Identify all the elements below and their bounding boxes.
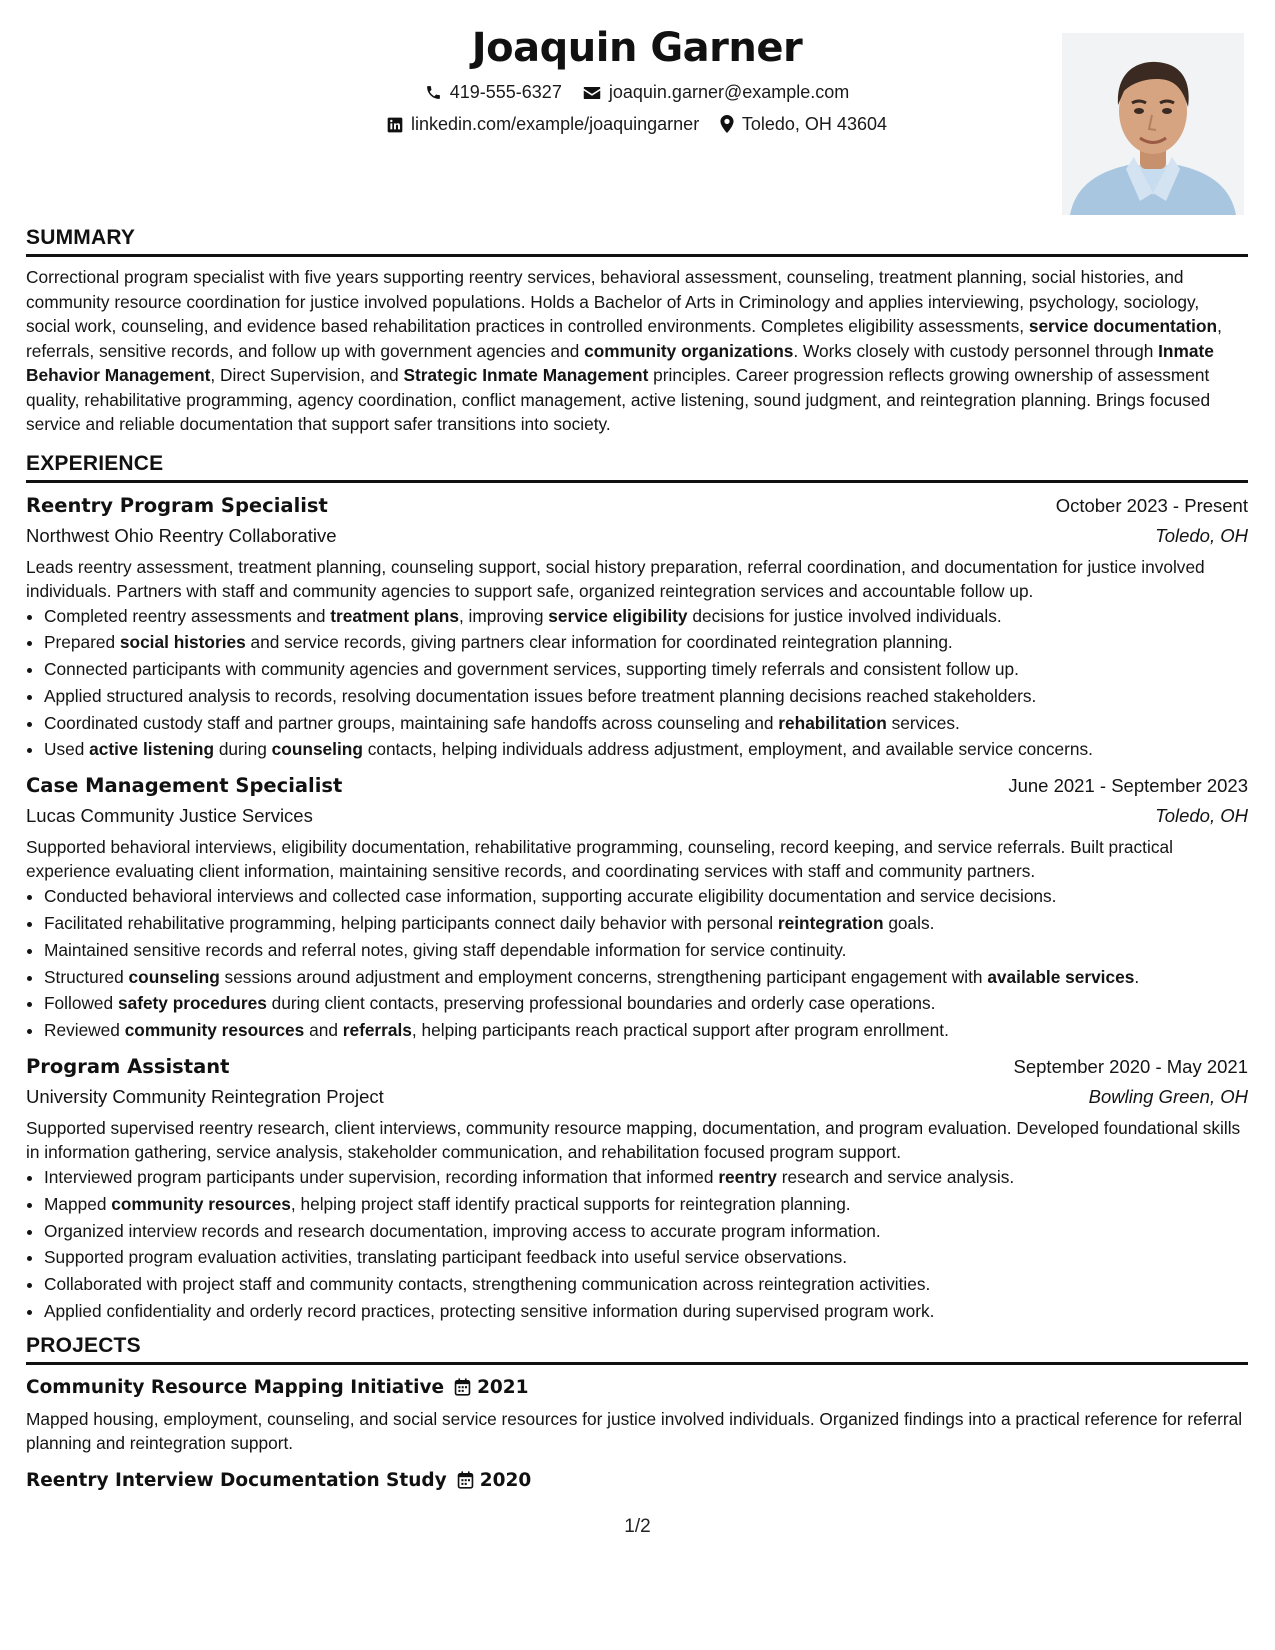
calendar-icon: [457, 1471, 474, 1489]
project-title: Community Resource Mapping Initiative: [26, 1376, 445, 1398]
summary-text-part: . Works closely with custody personnel through: [793, 340, 1159, 361]
bullet-keyword: reintegration: [777, 913, 884, 934]
bullet-text: and service records, giving partners clear information for coordinated reintegration planning.: [245, 632, 953, 653]
linkedin-contact[interactable]: [387, 112, 699, 136]
bullet-keyword: community resources: [111, 1193, 291, 1214]
project-date-icon: [444, 1377, 477, 1398]
job-title-row: [26, 771, 1248, 801]
bullet-text: Completed reentry assessments and: [44, 605, 331, 626]
bullet-text: Supported program evaluation activities, translating participant feedback into useful service observations.: [44, 1247, 848, 1268]
bullet-text: Structured: [44, 966, 129, 987]
bullet-text: Conducted behavioral interviews and collected case information, supporting accurate eligibility documentation and service decisions.: [44, 886, 1057, 907]
summary-text-part: Correctional program specialist with five years supporting reentry services, behavioral assessment, counseling, treatment planning, social histories, and community resource coordination for justice involved populations. Holds a Bachelor of Arts in Criminology and applies interviewing, psychology, sociology, social work, counseling, and evidence based rehabilitation practices in controlled environments. Completes eligibility assessments,: [26, 267, 1200, 336]
job-bullet: [44, 656, 1248, 683]
bullet-text: decisions for justice involved individuals.: [687, 605, 1002, 626]
bullet-keyword: rehabilitation: [778, 712, 887, 733]
bullet-text: during: [214, 739, 272, 760]
job-dates: June 2021 - September 2023: [1008, 775, 1248, 797]
bullet-text: Collaborated with project staff and community contacts, strengthening communication across reintegration activities.: [44, 1274, 931, 1295]
job-location: Toledo, OH: [1155, 524, 1248, 546]
bullet-text: goals.: [883, 913, 935, 934]
experience-heading: EXPERIENCE: [26, 451, 1248, 483]
job-company-row: [26, 521, 1248, 551]
job-company: Lucas Community Justice Services: [26, 805, 313, 827]
job-bullet: [44, 603, 1248, 630]
bullet-keyword: counseling: [271, 739, 363, 760]
job-bullet-list: [26, 603, 1248, 764]
project-description: Mapped housing, employment, counseling, and social service resources for justice involved individuals. Organized findings into a practical reference for referral planning and reintegration support.: [26, 1408, 1243, 1454]
projects-section: [26, 1333, 1248, 1496]
location-text: Toledo, OH 43604: [741, 114, 887, 134]
job-location: Toledo, OH: [1155, 805, 1248, 827]
job-bullet: [44, 683, 1248, 710]
bullet-text: services.: [886, 712, 960, 733]
project-date-icon: [447, 1470, 480, 1491]
job-bullet: [44, 1298, 1248, 1325]
bullet-text: , improving: [458, 605, 549, 626]
summary-keyword: Strategic Inmate Management: [403, 365, 649, 385]
linkedin-url[interactable]: linkedin.com/example/joaquingarner: [411, 114, 700, 134]
project-entry: [26, 1466, 1248, 1496]
summary-keyword: Inmate Behavior Management: [26, 340, 1214, 385]
bullet-text: Used: [44, 739, 90, 760]
envelope-icon: [583, 85, 601, 101]
phone-contact: [425, 80, 562, 104]
project-entry: [26, 1373, 1248, 1456]
profile-portrait-icon: [1062, 33, 1244, 215]
summary-keyword: service documentation: [1028, 316, 1218, 336]
linkedin-icon: [387, 117, 403, 133]
bullet-text: Mapped: [44, 1193, 112, 1214]
bullet-keyword: safety procedures: [117, 993, 267, 1014]
job-title: Program Assistant: [26, 1055, 230, 1079]
job-entry: [26, 491, 1248, 764]
job-company-row: [26, 1082, 1248, 1112]
experience-section: [26, 451, 1248, 1325]
job-description: Supported supervised reentry research, client interviews, community resource mapping, documentation, and program evaluation. Developed foundational skills in information gathering, service analysis, stakeholder communication, and rehabilitation focused program support.: [26, 1118, 1241, 1163]
job-bullet: [44, 910, 1248, 937]
job-entry: [26, 1052, 1248, 1325]
bullet-text: Prepared: [44, 632, 120, 653]
job-bullet: [44, 990, 1248, 1017]
email-address[interactable]: joaquin.garner@example.com: [608, 82, 850, 102]
job-dates: September 2020 - May 2021: [1013, 1056, 1248, 1078]
bullet-text: , helping project staff identify practical supports for reintegration planning.: [290, 1193, 851, 1214]
bullet-keyword: service eligibility: [548, 605, 688, 626]
bullet-keyword: reentry: [718, 1167, 777, 1188]
bullet-keyword: active listening: [89, 739, 215, 760]
summary-section: [26, 225, 1248, 437]
bullet-keyword: referrals: [342, 1020, 412, 1041]
bullet-text: contacts, helping individuals address adjustment, employment, and available service concerns.: [362, 739, 1093, 760]
job-bullet-list: [26, 1164, 1248, 1325]
bullet-text: , helping participants reach practical support after program enrollment.: [411, 1020, 949, 1041]
job-description: Leads reentry assessment, treatment planning, counseling support, social history preparation, referral coordination, and documentation for justice involved individuals. Partners with staff and community agencies to support safe, organized reintegration services and accountable follow up.: [26, 556, 1205, 601]
job-company-row: [26, 801, 1248, 831]
job-bullet: [44, 1244, 1248, 1271]
job-list: [26, 491, 1248, 1325]
summary-text-part: , referrals, sensitive records, and follow up with government agencies and: [26, 316, 1222, 361]
summary-text-part: , Direct Supervision, and: [210, 365, 404, 385]
resume-header: [26, 0, 1248, 225]
bullet-text: Connected participants with community agencies and government services, supporting timely referrals and consistent follow up.: [44, 659, 1019, 680]
summary-heading: SUMMARY: [26, 225, 1248, 257]
bullet-text: during client contacts, preserving professional boundaries and orderly case operations.: [266, 993, 936, 1014]
email-contact[interactable]: [583, 80, 849, 104]
project-list: [26, 1373, 1248, 1496]
phone-number: 419-555-6327: [449, 82, 562, 102]
bullet-text: .: [1134, 966, 1140, 987]
job-bullet: [44, 629, 1248, 656]
bullet-keyword: community resources: [124, 1020, 305, 1041]
bullet-keyword: counseling: [128, 966, 220, 987]
bullet-text: Reviewed: [44, 1020, 125, 1041]
summary-text-part: principles. Career progression reflects growing ownership of assessment quality, rehabilitative programming, agency coordination, conflict management, active listening, sound judgment, and reintegration planning. Brings focused service and reliable documentation that support safer transitions into society.: [26, 365, 1211, 434]
bullet-text: Applied structured analysis to records, resolving documentation issues before treatment planning decisions reached stakeholders.: [44, 685, 1037, 706]
bullet-text: and: [304, 1020, 343, 1041]
bullet-text: Followed: [44, 993, 118, 1014]
job-description: Supported behavioral interviews, eligibility documentation, rehabilitative programming, counseling, record keeping, and service referrals. Built practical experience evaluating client information, maintaining sensitive records, and coordinating services with staff and community partners.: [26, 837, 1173, 882]
job-location: Bowling Green, OH: [1088, 1086, 1248, 1108]
job-bullet-list: [26, 883, 1248, 1044]
profile-photo: [1062, 33, 1244, 215]
project-year: 2020: [479, 1469, 532, 1491]
bullet-text: sessions around adjustment and employment concerns, strengthening participant engagement with: [219, 966, 988, 987]
job-bullet: [44, 710, 1248, 737]
project-title-row: [26, 1466, 1248, 1496]
job-title: Case Management Specialist: [26, 774, 343, 798]
phone-icon: [425, 84, 442, 101]
bullet-text: research and service analysis.: [776, 1167, 1015, 1188]
job-entry: [26, 771, 1248, 1044]
job-title-row: [26, 491, 1248, 521]
job-bullet: [44, 736, 1248, 763]
job-bullet: [44, 1191, 1248, 1218]
bullet-keyword: treatment plans: [330, 605, 459, 626]
map-pin-icon: [720, 115, 734, 133]
job-bullet: [44, 964, 1248, 991]
job-bullet: [44, 883, 1248, 910]
bullet-text: Applied confidentiality and orderly record practices, protecting sensitive information during supervised program work.: [44, 1301, 935, 1322]
job-bullet: [44, 937, 1248, 964]
candidate-name: Joaquin Garner: [471, 25, 803, 71]
bullet-keyword: available services: [987, 966, 1135, 987]
page-number: 1/2: [624, 1516, 651, 1537]
calendar-icon: [454, 1378, 471, 1396]
job-bullet: [44, 1271, 1248, 1298]
job-company: University Community Reintegration Project: [26, 1086, 384, 1108]
bullet-text: Facilitated rehabilitative programming, helping participants connect daily behavior with personal: [44, 913, 778, 934]
resume-page: [26, 0, 1248, 1650]
job-company: Northwest Ohio Reentry Collaborative: [26, 524, 337, 546]
job-title-row: [26, 1052, 1248, 1082]
location-contact: [720, 112, 887, 136]
bullet-text: Maintained sensitive records and referral notes, giving staff dependable information for service continuity.: [44, 939, 847, 960]
bullet-text: Interviewed program participants under supervision, recording information that informed: [44, 1167, 719, 1188]
projects-heading: PROJECTS: [26, 1333, 1248, 1365]
bullet-keyword: social histories: [119, 632, 246, 653]
summary-text: [26, 265, 1248, 437]
project-year: 2021: [477, 1376, 529, 1398]
job-title: Reentry Program Specialist: [26, 493, 328, 517]
summary-keyword: community organizations: [584, 340, 794, 361]
bullet-text: Organized interview records and research documentation, improving access to accurate program information.: [44, 1220, 881, 1241]
bullet-text: Coordinated custody staff and partner groups, maintaining safe handoffs across counseling and: [44, 712, 779, 733]
project-title-row: [26, 1373, 1248, 1403]
project-title: Reentry Interview Documentation Study: [26, 1469, 447, 1491]
job-bullet: [44, 1164, 1248, 1191]
job-dates: October 2023 - Present: [1055, 494, 1248, 516]
job-bullet: [44, 1218, 1248, 1245]
job-bullet: [44, 1017, 1248, 1044]
